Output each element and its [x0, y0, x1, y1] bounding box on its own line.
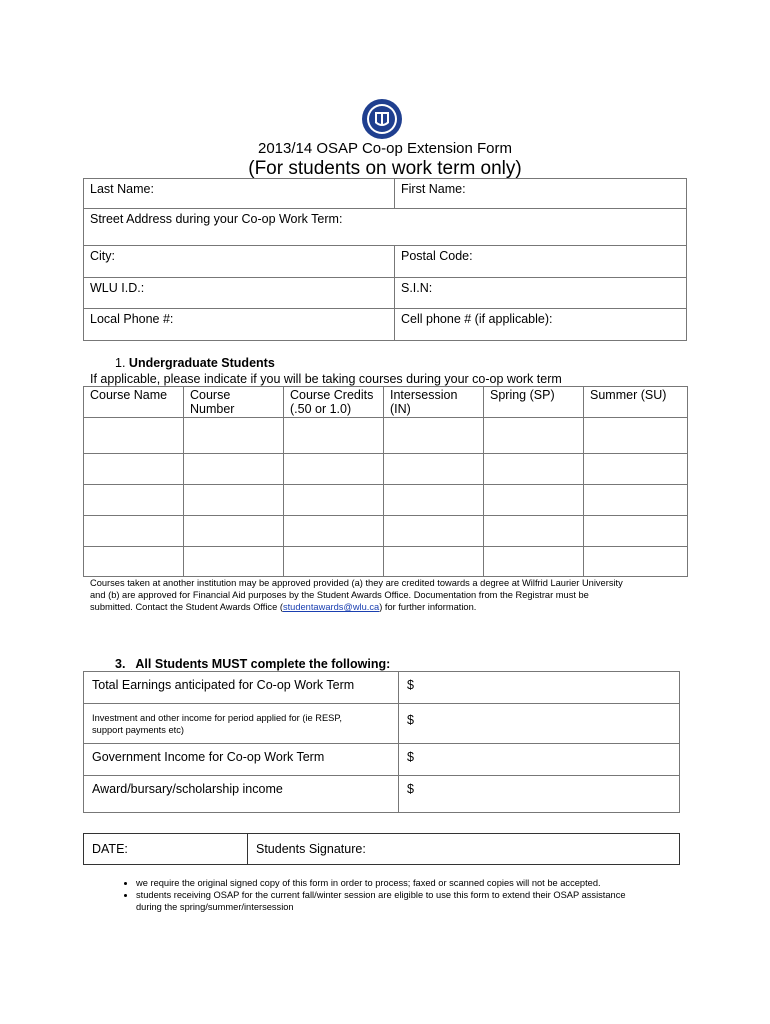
courses-header-row [84, 387, 688, 418]
section3-title: All Students MUST complete the following: [135, 657, 391, 671]
note-line: ) for further information. [379, 602, 477, 612]
local-phone-field[interactable] [84, 309, 395, 341]
course-cell[interactable] [484, 547, 584, 577]
col-course-name: Course Name [84, 387, 184, 418]
course-row [84, 418, 688, 454]
course-cell[interactable] [284, 547, 384, 577]
course-cell[interactable] [284, 418, 384, 454]
course-row [84, 454, 688, 485]
income-table [83, 671, 680, 813]
income-amount-field[interactable]: $ [399, 704, 680, 744]
course-cell[interactable] [84, 418, 184, 454]
course-cell[interactable] [184, 418, 284, 454]
student-awards-email-link[interactable]: studentawards@wlu.ca [282, 602, 380, 612]
date-field[interactable]: DATE: [84, 834, 248, 865]
street-address-label: Street Address during your Co-op Work Term: [90, 212, 343, 226]
student-signature-field[interactable]: Students Signature: [248, 834, 680, 865]
wlu-id-field[interactable] [84, 278, 395, 309]
course-cell[interactable] [184, 454, 284, 485]
course-cell[interactable] [484, 454, 584, 485]
income-label: Government Income for Co-op Work Term [84, 744, 399, 776]
course-cell[interactable] [584, 516, 688, 547]
section1-note [90, 577, 680, 613]
course-cell[interactable] [284, 516, 384, 547]
note-line: submitted. Contact the Student Awards Office ( [90, 602, 283, 612]
wlu-id-label: WLU I.D.: [90, 281, 145, 295]
course-cell[interactable] [184, 485, 284, 516]
section1-heading [115, 356, 275, 370]
form-subtitle: (For students on work term only) [248, 158, 522, 179]
course-cell[interactable] [484, 516, 584, 547]
course-cell[interactable] [384, 485, 484, 516]
sin-label: S.I.N: [401, 281, 433, 295]
col-summer: Summer (SU) [584, 387, 688, 418]
university-seal-logo [352, 98, 412, 140]
section1-title: Undergraduate Students [128, 356, 275, 370]
course-cell[interactable] [184, 547, 284, 577]
note-line: Courses taken at another institution may be approved provided (a) they are credited towards a degree at Wilfrid Laurier University [90, 578, 623, 588]
course-cell[interactable] [84, 454, 184, 485]
course-row [84, 485, 688, 516]
course-cell[interactable] [84, 516, 184, 547]
course-cell[interactable] [484, 485, 584, 516]
list-item: • we require the original signed copy of this form in order to process; faxed or scanned copies will not be accepted. [136, 877, 726, 889]
income-label: Award/bursary/scholarship income [84, 776, 399, 813]
postal-code-label: Postal Code: [401, 249, 473, 263]
section1-instruction: If applicable, please indicate if you will be taking courses during your co-op work term [90, 372, 562, 386]
course-cell[interactable] [384, 454, 484, 485]
city-label: City: [90, 249, 115, 263]
course-cell[interactable] [384, 547, 484, 577]
income-amount-field[interactable]: $ [399, 776, 680, 813]
last-name-field[interactable] [84, 179, 395, 209]
income-row [84, 744, 680, 776]
form-title: 2013/14 OSAP Co-op Extension Form [257, 140, 513, 157]
course-cell[interactable] [84, 485, 184, 516]
course-cell[interactable] [584, 547, 688, 577]
course-cell[interactable] [584, 454, 688, 485]
section3-heading [115, 657, 390, 671]
courses-table [83, 386, 688, 577]
course-row [84, 547, 688, 577]
personal-info-table [83, 178, 687, 341]
course-cell[interactable] [184, 516, 284, 547]
postal-code-field[interactable] [395, 246, 687, 278]
course-cell[interactable] [384, 418, 484, 454]
income-row [84, 672, 680, 704]
signature-table [83, 833, 680, 865]
section3-number: 3. [115, 657, 126, 671]
list-item: • students receiving OSAP for the current fall/winter session are eligible to use this form to extend their OSAP assistance during the spring/summer/intersession [136, 889, 726, 913]
notes-list [92, 877, 726, 913]
course-cell[interactable] [284, 485, 384, 516]
section1-number: 1. [115, 356, 126, 370]
income-amount-field[interactable]: $ [399, 672, 680, 704]
course-cell[interactable] [84, 547, 184, 577]
income-amount-field[interactable]: $ [399, 744, 680, 776]
last-name-label: Last Name: [90, 182, 154, 196]
income-row [84, 776, 680, 813]
first-name-label: First Name: [401, 182, 466, 196]
local-phone-label: Local Phone #: [90, 312, 174, 326]
street-address-field[interactable] [84, 209, 687, 246]
course-cell[interactable] [584, 418, 688, 454]
course-row [84, 516, 688, 547]
income-label: Investment and other income for period applied for (ie RESP, support payments etc) [84, 704, 399, 744]
col-spring: Spring (SP) [484, 387, 584, 418]
income-label: Total Earnings anticipated for Co-op Work Term [84, 672, 399, 704]
course-cell[interactable] [584, 485, 688, 516]
city-field[interactable] [84, 246, 395, 278]
col-course-number: Course Number [184, 387, 284, 418]
cell-phone-label: Cell phone # (if applicable): [401, 312, 553, 326]
note-line: and (b) are approved for Financial Aid purposes by the Student Awards Office. Documentation from the Registrar must be [90, 590, 589, 600]
cell-phone-field[interactable] [395, 309, 687, 341]
course-cell[interactable] [384, 516, 484, 547]
col-course-credits: Course Credits (.50 or 1.0) [284, 387, 384, 418]
col-intersession: Intersession (IN) [384, 387, 484, 418]
course-cell[interactable] [284, 454, 384, 485]
sin-field[interactable] [395, 278, 687, 309]
income-row [84, 704, 680, 744]
course-cell[interactable] [484, 418, 584, 454]
first-name-field[interactable] [395, 179, 687, 209]
